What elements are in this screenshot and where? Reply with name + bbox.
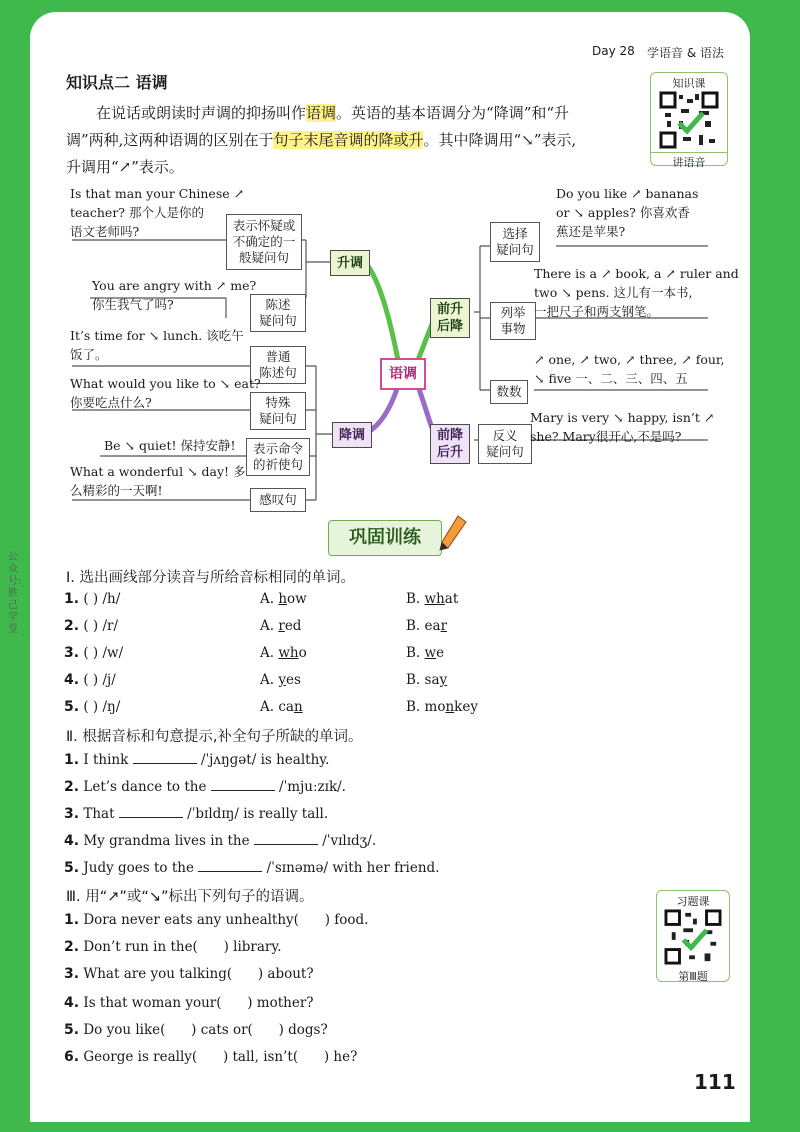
sentence-text: My grandma lives in the <box>83 833 250 849</box>
option-word: ear <box>424 618 448 634</box>
item-number: 1. <box>64 752 80 768</box>
sentence-text: Judy goes to the <box>83 860 194 876</box>
option-letter: B. <box>406 591 421 607</box>
item-number: 5. <box>64 699 80 715</box>
sentence-text: That <box>83 806 115 822</box>
underlined-letters: wh <box>424 591 445 607</box>
example-fr-1: Mary is very ↘ happy, isn’t ↗ she? Mary很开心,不是吗? <box>530 410 715 444</box>
option-word: who <box>278 645 307 661</box>
sentence-text: Don’t run in the( ) library. <box>83 939 282 955</box>
item-number: 1. <box>64 591 80 607</box>
header-day: Day 28 <box>592 44 635 58</box>
option-a <box>260 591 307 607</box>
option-b <box>406 591 458 607</box>
part3-item <box>64 995 314 1011</box>
item-number: 5. <box>64 860 80 876</box>
sentence-text: George is really( ) tall, isn’t( ) he? <box>83 1049 358 1065</box>
sentence-text: I think <box>83 752 129 768</box>
underlined-letters: wh <box>278 645 299 661</box>
item-number: 4. <box>64 995 80 1011</box>
qr-exercise-card[interactable] <box>656 890 730 982</box>
item-number: 6. <box>64 1049 80 1065</box>
option-a <box>260 699 303 715</box>
page-number: 111 <box>694 1070 736 1094</box>
option-letter: A. <box>260 699 275 715</box>
underlined-letters: y <box>278 672 286 688</box>
phonetic: ( ) /j/ <box>83 672 116 688</box>
sentence-text: What are you talking( ) about? <box>83 966 314 982</box>
option-word: say <box>424 672 448 688</box>
fall-node-special-question: 特殊 疑问句 <box>250 392 306 430</box>
highlight-term: 语调 <box>306 104 337 122</box>
fr-node-tag-question: 反义 疑问句 <box>478 424 532 464</box>
pencil-icon <box>436 514 468 554</box>
part1-item <box>64 672 116 688</box>
part2-item <box>64 860 440 876</box>
item-number: 2. <box>64 939 80 955</box>
option-a <box>260 645 307 661</box>
underlined-letters: n <box>445 699 455 715</box>
option-letter: B. <box>406 618 421 634</box>
part3-item <box>64 939 282 955</box>
example-fall-3: Be ↘ quiet! 保持安静! <box>104 438 236 453</box>
fall-node-statement: 普通 陈述句 <box>250 346 306 384</box>
section-title: 知识点二 语调 <box>66 73 168 92</box>
part3-item <box>64 1022 328 1038</box>
rf-node-listing: 列举 事物 <box>490 302 536 340</box>
sentence-text: Dora never eats any unhealthy( ) food. <box>83 912 369 928</box>
item-number: 2. <box>64 618 80 634</box>
part3-item <box>64 912 368 928</box>
option-letter: B. <box>406 645 421 661</box>
item-number: 3. <box>64 806 80 822</box>
underlined-letters: h <box>278 591 288 607</box>
item-number: 4. <box>64 672 80 688</box>
sentence-text: Do you like( ) cats or( ) dogs? <box>83 1022 328 1038</box>
mindmap-fall-rise: 前降 后升 <box>430 424 470 464</box>
practice-banner: 巩固训练 <box>328 520 442 556</box>
underlined-letters: n <box>293 699 303 715</box>
part2-item <box>64 752 329 768</box>
answer-blank[interactable] <box>211 790 275 791</box>
intro-text: 。其中降调用“↘”表示, <box>423 131 577 149</box>
option-word: monkey <box>424 699 478 715</box>
part1-item <box>64 699 120 715</box>
part2-item <box>64 806 328 822</box>
side-watermark: 公众号:胜己学堂 <box>8 552 22 635</box>
option-letter: A. <box>260 672 275 688</box>
sentence-text: is healthy. <box>260 752 330 768</box>
part2-title: Ⅱ. 根据音标和句意提示,补全句子所缺的单词。 <box>66 729 363 745</box>
answer-blank[interactable] <box>119 817 183 818</box>
example-rise-2: You are angry with ↗ me? 你生我气了吗? <box>92 278 257 312</box>
sentence-text: is really tall. <box>243 806 329 822</box>
example-rf-2: There is a ↗ book, a ↗ ruler and two ↘ pens. 这儿有一本书, 一把尺子和两支钢笔。 <box>534 266 739 319</box>
example-fall-2: What would you like to ↘ eat? 你要吃点什么? <box>70 376 261 410</box>
option-letter: A. <box>260 645 275 661</box>
underlined-letters: r <box>440 618 448 634</box>
example-fall-4: What a wonderful ↘ day! 多 么精彩的一天啊! <box>70 464 246 498</box>
intro-text: 。英语的基本语调分为“降调”和“升 <box>336 104 570 122</box>
option-letter: B. <box>406 672 421 688</box>
option-b <box>406 699 478 715</box>
sentence-text: with her friend. <box>332 860 440 876</box>
answer-blank[interactable] <box>254 844 318 845</box>
option-word: red <box>278 618 302 634</box>
underlined-letters: w <box>424 645 437 661</box>
example-rf-3: ↗ one, ↗ two, ↗ three, ↗ four, ↘ five 一、二、三、四、五 <box>534 352 725 386</box>
ipa-hint: /ˈbɪldɪŋ/ <box>187 806 239 822</box>
part1-title: Ⅰ. 选出画线部分读音与所给音标相同的单词。 <box>66 570 355 586</box>
item-number: 1. <box>64 912 80 928</box>
mindmap-fall: 降调 <box>332 422 372 448</box>
item-number: 3. <box>64 966 80 982</box>
answer-blank[interactable] <box>133 763 197 764</box>
intro-text: 调”两种,这两种语调的区别在于 <box>66 131 274 149</box>
option-word: what <box>424 591 459 607</box>
example-rise-1: Is that man your Chinese ↗ teacher? 那个人是你的 语文老师吗? <box>70 186 245 239</box>
option-letter: A. <box>260 618 275 634</box>
highlight-term: 句子末尾音调的降或升 <box>273 131 424 149</box>
ipa-hint: /ˈjʌŋɡət/ <box>200 752 257 768</box>
option-word: how <box>278 591 307 607</box>
part3-title: Ⅲ. 用“↗”或“↘”标出下列句子的语调。 <box>66 889 314 905</box>
phonetic: ( ) /w/ <box>83 645 124 661</box>
option-b <box>406 672 447 688</box>
item-number: 3. <box>64 645 80 661</box>
sentence-text: Let’s dance to the <box>83 779 207 795</box>
intro-line-3: 升调用“↗”表示。 <box>66 158 184 176</box>
option-letter: B. <box>406 699 421 715</box>
part1-item <box>64 618 118 634</box>
qr-code-icon <box>664 909 722 965</box>
rise-node-statement-question: 陈述 疑问句 <box>250 294 306 332</box>
part1-item <box>64 591 120 607</box>
example-fall-1: It’s time for ↘ lunch. 该吃午 饭了。 <box>70 328 244 362</box>
header-topic: 学语音 & 语法 <box>647 46 724 60</box>
underlined-letters: y <box>439 672 448 688</box>
fall-node-exclamation: 感叹句 <box>250 488 306 512</box>
underlined-letters: r <box>278 618 285 634</box>
ipa-hint: /ˈsɪnəmə/ <box>266 860 329 876</box>
part2-item <box>64 779 346 795</box>
option-word: yes <box>278 672 301 688</box>
part3-item <box>64 966 314 982</box>
ipa-hint: /ˈmjuːzɪk/. <box>279 779 346 795</box>
mindmap-rise-fall: 前升 后降 <box>430 298 470 338</box>
item-number: 5. <box>64 1022 80 1038</box>
part3-item <box>64 1049 357 1065</box>
qr-bottom-label: 讲语音 <box>651 152 727 170</box>
option-b <box>406 618 447 634</box>
part2-item <box>64 833 376 849</box>
rf-node-counting: 数数 <box>490 380 528 404</box>
fall-node-imperative: 表示命令 的祈使句 <box>246 438 310 476</box>
phonetic: ( ) /ŋ/ <box>83 699 121 715</box>
ipa-hint: /ˈvɪlɪdʒ/. <box>322 833 377 849</box>
mindmap-center: 语调 <box>380 358 426 390</box>
example-rf-1: Do you like ↗ bananas or ↘ apples? 你喜欢香 蕉还是苹果? <box>556 186 699 239</box>
item-number: 2. <box>64 779 80 795</box>
option-a <box>260 618 301 634</box>
mindmap-rise: 升调 <box>330 250 370 276</box>
qr-top-label: 习题课 <box>676 895 710 908</box>
intro-text: 在说话或朗读时声调的抑扬叫作 <box>96 104 307 122</box>
sentence-text: Is that woman your( ) mother? <box>83 995 314 1011</box>
phonetic: ( ) /r/ <box>83 618 119 634</box>
option-word: we <box>424 645 445 661</box>
qr-bottom-label: 第Ⅲ题 <box>678 970 708 983</box>
item-number: 4. <box>64 833 80 849</box>
option-b <box>406 645 444 661</box>
qr-top-label: 知识课 <box>672 77 706 90</box>
part1-item <box>64 645 123 661</box>
option-word: can <box>278 699 303 715</box>
phonetic: ( ) /h/ <box>83 591 121 607</box>
answer-blank[interactable] <box>198 871 262 872</box>
rf-node-choice-question: 选择 疑问句 <box>490 222 540 262</box>
rise-node-general-question: 表示怀疑或 不确定的一 般疑问句 <box>226 214 302 270</box>
option-letter: A. <box>260 591 275 607</box>
option-a <box>260 672 301 688</box>
